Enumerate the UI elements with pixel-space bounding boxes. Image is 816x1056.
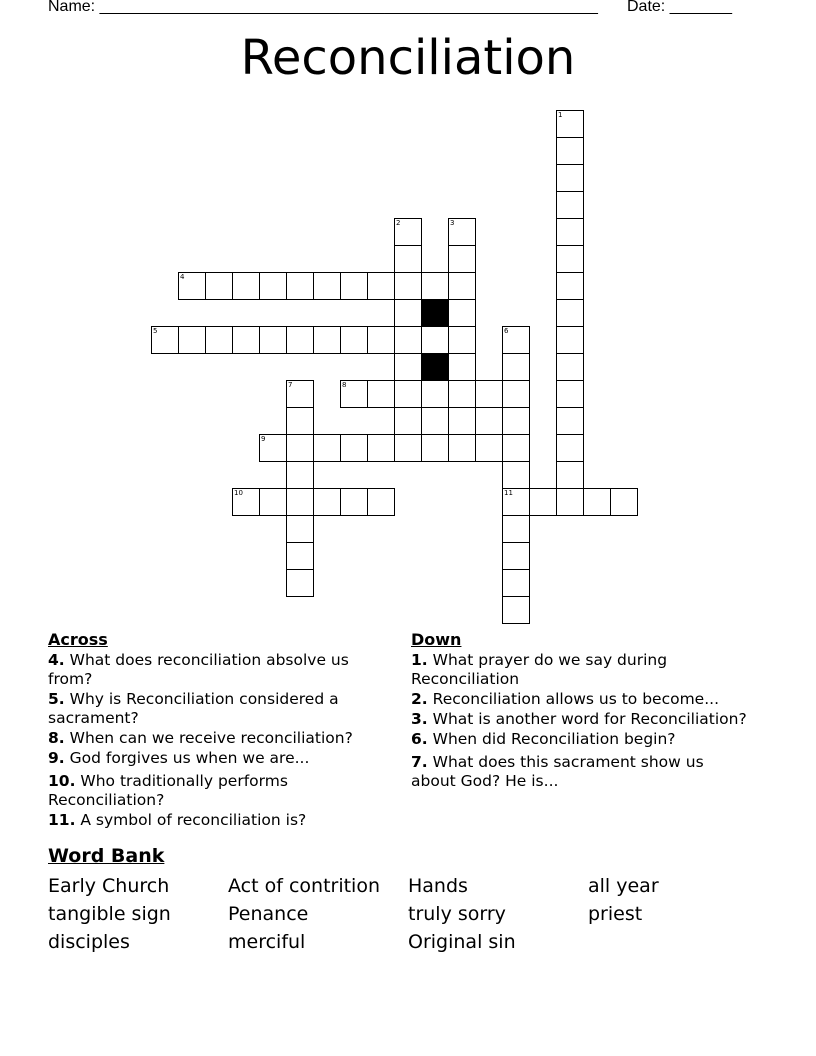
clue-down-6 xyxy=(411,730,751,749)
clue-down-3 xyxy=(411,710,751,729)
grid-cell[interactable] xyxy=(556,434,584,462)
clue-number: 1. xyxy=(411,651,428,669)
grid-cell[interactable] xyxy=(394,326,422,354)
grid-cell[interactable] xyxy=(502,407,530,435)
clue-number-label: 5 xyxy=(153,327,158,335)
name-field-label: Name: ________________________________________________________ xyxy=(48,0,598,15)
grid-cell[interactable] xyxy=(394,407,422,435)
clue-across-8 xyxy=(48,729,398,748)
grid-cell[interactable] xyxy=(394,272,422,300)
clue-across-4 xyxy=(48,651,398,689)
clue-number: 3. xyxy=(411,710,428,728)
grid-cell[interactable] xyxy=(367,272,395,300)
grid-cell[interactable] xyxy=(556,110,584,138)
down-clues xyxy=(411,630,751,792)
grid-cell[interactable] xyxy=(556,353,584,381)
clue-number-label: 1 xyxy=(558,111,563,119)
grid-cell[interactable] xyxy=(286,272,314,300)
word-bank-word: merciful xyxy=(228,931,306,953)
clue-number-label: 9 xyxy=(261,435,266,443)
clue-text: Reconciliation allows us to become... xyxy=(432,690,720,708)
clue-text: What is another word for Reconciliation? xyxy=(432,710,747,728)
grid-cell[interactable] xyxy=(340,488,368,516)
clue-text: What does reconciliation absolve us from? xyxy=(48,651,349,688)
clue-number: 4. xyxy=(48,651,65,669)
clue-down-2 xyxy=(411,690,751,709)
grid-cell[interactable] xyxy=(556,137,584,165)
grid-cell[interactable] xyxy=(394,245,422,273)
date-field-label: Date: _______ xyxy=(627,0,732,15)
grid-cell[interactable] xyxy=(448,299,476,327)
grid-cell[interactable] xyxy=(502,596,530,624)
grid-cell[interactable] xyxy=(502,326,530,354)
grid-cell[interactable] xyxy=(502,488,530,516)
word-bank-word: priest xyxy=(588,903,643,925)
grid-cell[interactable] xyxy=(259,272,287,300)
grid-cell[interactable] xyxy=(556,164,584,192)
grid-cell[interactable] xyxy=(448,353,476,381)
clue-number: 2. xyxy=(411,690,428,708)
clue-text: What does this sacrament show us about God? He is... xyxy=(411,753,704,790)
clue-number-label: 8 xyxy=(342,381,347,389)
word-bank-word: disciples xyxy=(48,931,130,953)
grid-cell[interactable] xyxy=(502,569,530,597)
clue-number: 11. xyxy=(48,811,76,829)
grid-cell[interactable] xyxy=(448,218,476,246)
grid-cell[interactable] xyxy=(502,461,530,489)
grid-cell[interactable] xyxy=(178,272,206,300)
grid-cell[interactable] xyxy=(367,434,395,462)
grid-cell[interactable] xyxy=(556,326,584,354)
grid-cell[interactable] xyxy=(313,326,341,354)
clue-text: When can we receive reconciliation? xyxy=(69,729,353,747)
word-bank-title: Word Bank xyxy=(48,845,165,867)
clue-number-label: 11 xyxy=(504,489,513,497)
grid-block xyxy=(421,353,449,381)
grid-cell[interactable] xyxy=(232,488,260,516)
clue-text: When did Reconciliation begin? xyxy=(432,730,676,748)
grid-cell[interactable] xyxy=(556,461,584,489)
clue-across-5 xyxy=(48,690,398,728)
grid-cell[interactable] xyxy=(313,488,341,516)
clue-text: Why is Reconciliation considered a sacrament? xyxy=(48,690,339,727)
grid-cell[interactable] xyxy=(232,326,260,354)
word-bank-word: Act of contrition xyxy=(228,875,380,897)
clue-number-label: 7 xyxy=(288,381,293,389)
clue-number: 9. xyxy=(48,749,65,767)
grid-cell[interactable] xyxy=(394,218,422,246)
grid-cell[interactable] xyxy=(556,272,584,300)
grid-cell[interactable] xyxy=(475,380,503,408)
grid-cell[interactable] xyxy=(313,272,341,300)
word-bank-word: tangible sign xyxy=(48,903,171,925)
word-bank-word: Penance xyxy=(228,903,309,925)
grid-cell[interactable] xyxy=(529,488,557,516)
grid-cell[interactable] xyxy=(340,434,368,462)
grid-cell[interactable] xyxy=(178,326,206,354)
grid-cell[interactable] xyxy=(340,272,368,300)
grid-cell[interactable] xyxy=(286,407,314,435)
clue-across-10 xyxy=(48,772,398,810)
grid-cell[interactable] xyxy=(502,542,530,570)
grid-block xyxy=(421,299,449,327)
across-clues xyxy=(48,630,398,831)
grid-cell[interactable] xyxy=(556,407,584,435)
grid-cell[interactable] xyxy=(286,515,314,543)
grid-cell[interactable] xyxy=(232,272,260,300)
clue-number-label: 4 xyxy=(180,273,185,281)
clue-number: 7. xyxy=(411,753,428,771)
clue-number-label: 2 xyxy=(396,219,401,227)
grid-cell[interactable] xyxy=(286,461,314,489)
grid-cell[interactable] xyxy=(448,272,476,300)
grid-cell[interactable] xyxy=(556,488,584,516)
grid-cell[interactable] xyxy=(394,299,422,327)
grid-cell[interactable] xyxy=(340,380,368,408)
clue-across-11 xyxy=(48,811,398,830)
grid-cell[interactable] xyxy=(421,272,449,300)
grid-cell[interactable] xyxy=(394,380,422,408)
grid-cell[interactable] xyxy=(286,326,314,354)
grid-cell[interactable] xyxy=(259,326,287,354)
grid-cell[interactable] xyxy=(286,380,314,408)
clue-number: 6. xyxy=(411,730,428,748)
grid-cell[interactable] xyxy=(448,434,476,462)
word-bank-word: Early Church xyxy=(48,875,170,897)
word-bank-word: truly sorry xyxy=(408,903,506,925)
clue-text: A symbol of reconciliation is? xyxy=(80,811,307,829)
grid-cell[interactable] xyxy=(205,272,233,300)
page-title: Reconciliation xyxy=(240,30,576,86)
grid-cell[interactable] xyxy=(448,245,476,273)
grid-cell[interactable] xyxy=(151,326,179,354)
grid-cell[interactable] xyxy=(502,353,530,381)
clue-number: 5. xyxy=(48,690,65,708)
grid-cell[interactable] xyxy=(556,299,584,327)
grid-cell[interactable] xyxy=(502,380,530,408)
grid-cell[interactable] xyxy=(502,434,530,462)
clue-text: God forgives us when we are... xyxy=(69,749,310,767)
word-bank-word: all year xyxy=(588,875,659,897)
grid-cell[interactable] xyxy=(394,353,422,381)
grid-cell[interactable] xyxy=(421,434,449,462)
grid-cell[interactable] xyxy=(340,326,368,354)
grid-cell[interactable] xyxy=(259,434,287,462)
clue-number-label: 6 xyxy=(504,327,509,335)
word-bank-word: Hands xyxy=(408,875,468,897)
clue-number-label: 3 xyxy=(450,219,455,227)
clue-text: What prayer do we say during Reconciliation xyxy=(411,651,668,688)
grid-cell[interactable] xyxy=(502,515,530,543)
clue-down-7 xyxy=(411,753,751,791)
clue-number: 8. xyxy=(48,729,65,747)
grid-cell[interactable] xyxy=(421,380,449,408)
grid-cell[interactable] xyxy=(313,434,341,462)
grid-cell[interactable] xyxy=(286,434,314,462)
grid-cell[interactable] xyxy=(583,488,611,516)
grid-cell[interactable] xyxy=(556,380,584,408)
grid-cell[interactable] xyxy=(286,488,314,516)
clue-across-9 xyxy=(48,749,398,768)
grid-cell[interactable] xyxy=(448,380,476,408)
grid-cell[interactable] xyxy=(259,488,287,516)
grid-cell[interactable] xyxy=(448,326,476,354)
clue-number: 10. xyxy=(48,772,76,790)
clue-text: Who traditionally performs Reconciliation? xyxy=(48,772,288,809)
grid-cell[interactable] xyxy=(286,569,314,597)
across-heading: Across xyxy=(48,630,108,649)
grid-cell[interactable] xyxy=(448,407,476,435)
word-bank-word: Original sin xyxy=(408,931,516,953)
clue-number-label: 10 xyxy=(234,489,243,497)
clue-down-1 xyxy=(411,651,751,689)
grid-cell[interactable] xyxy=(367,488,395,516)
grid-cell[interactable] xyxy=(286,542,314,570)
grid-cell[interactable] xyxy=(205,326,233,354)
grid-cell[interactable] xyxy=(367,380,395,408)
grid-cell[interactable] xyxy=(610,488,638,516)
grid-cell[interactable] xyxy=(556,218,584,246)
grid-cell[interactable] xyxy=(394,434,422,462)
grid-cell[interactable] xyxy=(556,191,584,219)
grid-cell[interactable] xyxy=(556,245,584,273)
down-heading: Down xyxy=(411,630,462,649)
grid-cell[interactable] xyxy=(421,326,449,354)
grid-cell[interactable] xyxy=(475,434,503,462)
grid-cell[interactable] xyxy=(367,326,395,354)
